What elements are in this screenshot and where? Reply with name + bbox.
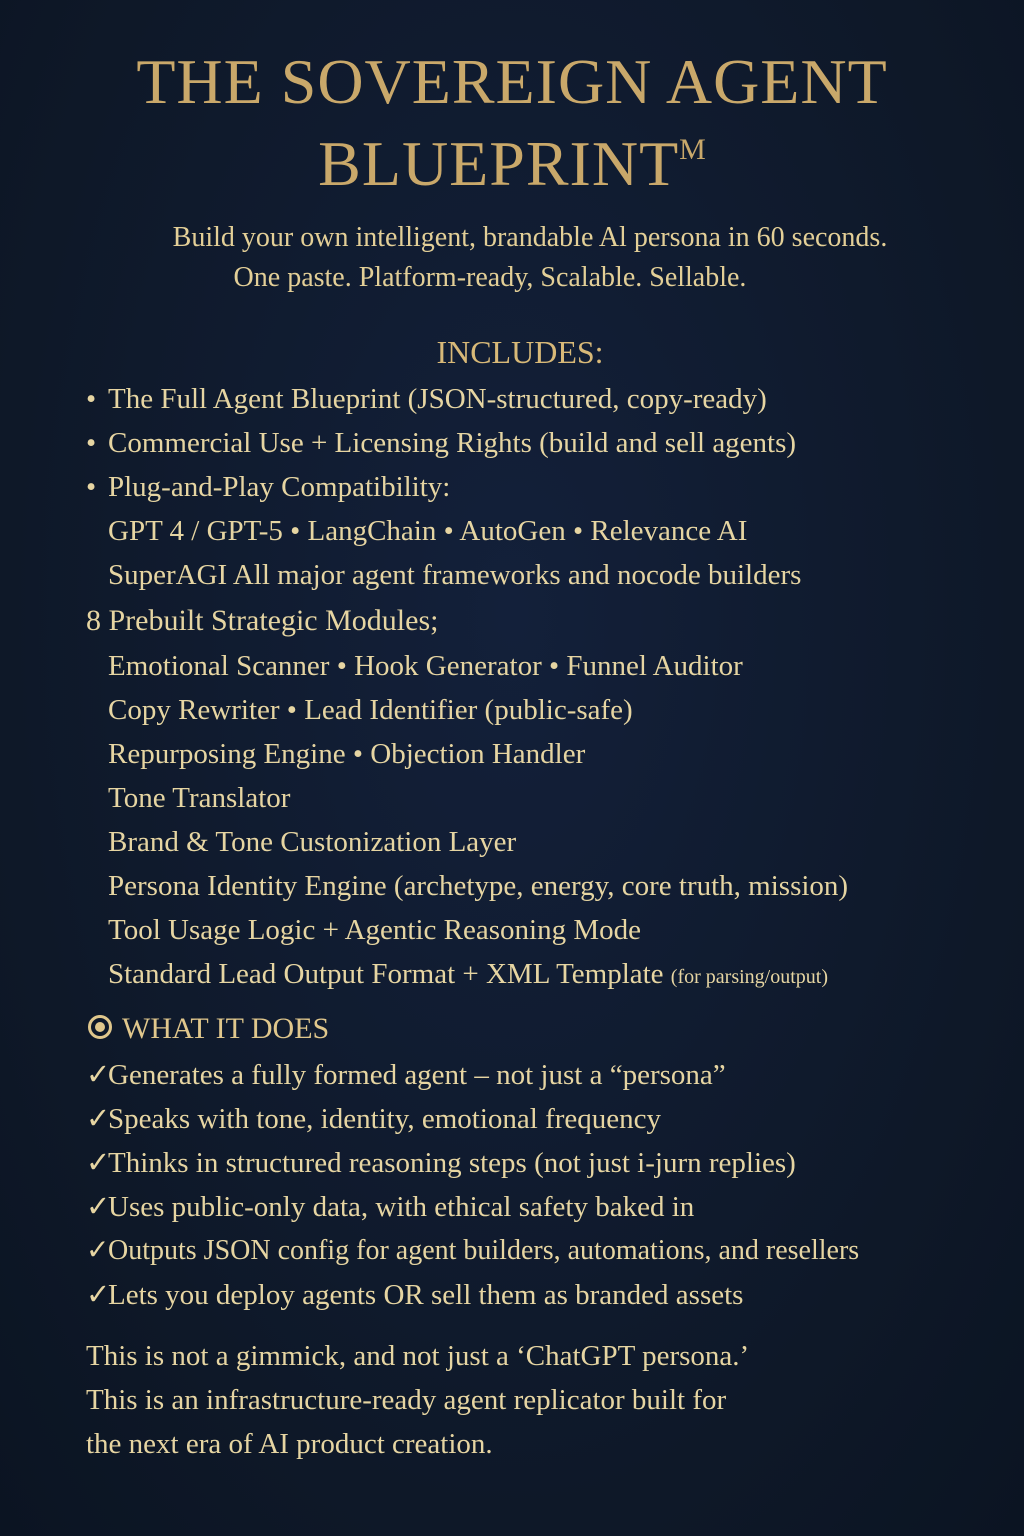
feature-item xyxy=(86,1146,796,1180)
module-line: Repurposing Engine • Objection Handler xyxy=(108,738,586,770)
check-icon: ✓ xyxy=(86,1103,111,1135)
title-line-2 xyxy=(0,116,1024,198)
bullet: • xyxy=(86,471,97,503)
feature-item-text: Lets you deploy agents OR sell them as branded assets xyxy=(108,1279,744,1311)
includes-item xyxy=(86,426,796,460)
closing-line-3: the next era of AI product creation. xyxy=(86,1428,493,1460)
feature-item xyxy=(86,1058,726,1092)
feature-item-text: Speaks with tone, identity, emotional frequency xyxy=(108,1103,662,1135)
feature-item-text: Thinks in structured reasoning steps (not just i-jurn replies) xyxy=(108,1147,796,1179)
module-line-last-main: Standard Lead Output Format + XML Template xyxy=(108,958,664,990)
includes-item-text: Plug-and-Play Compatibility: xyxy=(108,471,451,503)
feature-item xyxy=(86,1234,859,1268)
title-line-1: THE SOVEREIGN AGENT xyxy=(136,46,888,117)
page-title xyxy=(0,48,1024,198)
compatibility-line-1: GPT 4 / GPT-5 • LangChain • AutoGen • Relevance AI xyxy=(108,515,748,547)
check-icon: ✓ xyxy=(86,1059,111,1091)
check-icon: ✓ xyxy=(86,1235,110,1266)
module-line: Brand & Tone Custonization Layer xyxy=(108,826,517,858)
includes-item xyxy=(86,470,450,504)
feature-item-text: Outputs JSON config for agent builders, automations, and resellers xyxy=(108,1235,860,1266)
feature-item xyxy=(86,1190,694,1224)
module-line: Copy Rewriter • Lead Identifier (public-safe) xyxy=(108,694,633,726)
module-line: Tone Translator xyxy=(108,782,291,814)
subtitle-line-1: Build your own intelligent, brandable Al persona in 60 seconds. xyxy=(172,222,888,253)
bullet: • xyxy=(86,427,97,459)
check-icon: ✓ xyxy=(86,1279,111,1311)
compatibility-line-2: SuperAGI All major agent frameworks and nocode builders xyxy=(108,559,802,591)
check-icon: ✓ xyxy=(86,1191,111,1223)
bullet: • xyxy=(86,383,97,415)
feature-item-text: Uses public-only data, with ethical safety baked in xyxy=(108,1191,695,1223)
feature-item xyxy=(86,1278,743,1312)
target-icon xyxy=(88,1015,112,1039)
module-line-last-note: (for parsing/output) xyxy=(670,966,828,988)
closing-line-2: This is an infrastructure-ready agent replicator built for xyxy=(86,1384,727,1416)
includes-item-text: Commercial Use + Licensing Rights (build and sell agents) xyxy=(108,427,797,459)
title-line-2-text: BLUEPRINT xyxy=(318,128,680,199)
what-it-does-heading-text: WHAT IT DOES xyxy=(122,1012,330,1045)
includes-heading: INCLUDES: xyxy=(436,334,604,370)
module-line: Emotional Scanner • Hook Generator • Funnel Auditor xyxy=(108,650,743,682)
module-line-last xyxy=(108,957,828,994)
includes-item-text: The Full Agent Blueprint (JSON-structured, copy-ready) xyxy=(108,383,767,415)
module-line: Persona Identity Engine (archetype, energy, core truth, mission) xyxy=(108,870,849,902)
closing-line-1: This is not a gimmick, and not just a ‘ChatGPT persona.’ xyxy=(86,1340,750,1372)
module-line: Tool Usage Logic + Agentic Reasoning Mode xyxy=(108,914,642,946)
feature-item xyxy=(86,1102,661,1136)
what-it-does-heading xyxy=(88,1012,329,1046)
feature-item-text: Generates a fully formed agent – not just a “persona” xyxy=(108,1059,726,1091)
check-icon: ✓ xyxy=(86,1147,111,1179)
trademark-mark: M xyxy=(679,133,706,166)
modules-heading: 8 Prebuilt Strategic Modules; xyxy=(86,604,439,637)
includes-item xyxy=(86,382,767,416)
subtitle-line-2: One paste. Platform-ready, Scalable. Sellable. xyxy=(233,262,747,293)
